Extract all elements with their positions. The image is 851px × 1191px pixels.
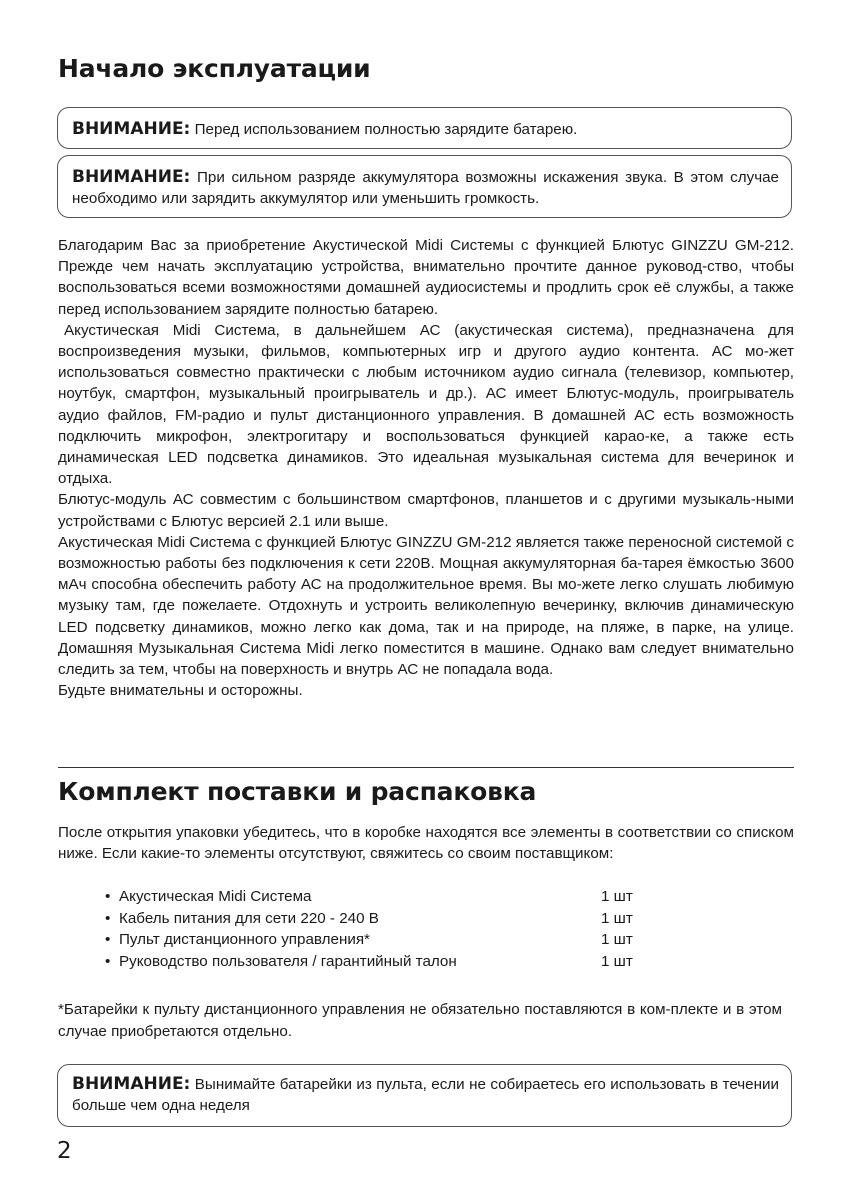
item-name: Акустическая Midi Система xyxy=(119,888,312,905)
warning-label: ВНИМАНИЕ: xyxy=(72,167,191,187)
warning-box-charge xyxy=(57,107,792,149)
paragraph: Блютус-модуль АС совместим с большинством смартфонов, планшетов и с другими музыкаль-ными устройствами с Блютус версией 2.1 или выше. xyxy=(58,491,794,530)
package-intro: После открытия упаковки убедитесь, что в коробке находятся все элементы в соответствии со списком ниже. Если какие-то элементы отсутствуют, свяжитесь со своим поставщиком: xyxy=(58,824,794,863)
item-name: Пульт дистанционного управления* xyxy=(119,931,370,948)
bullet-icon: • xyxy=(105,931,111,948)
warning-text: Вынимайте батарейки из пульта, если не собираетесь его использовать в течении больше чем одна неделя xyxy=(72,1076,779,1114)
section-title-package-contents: Комплект поставки и распаковка xyxy=(58,777,537,806)
item-qty: 1 шт xyxy=(601,952,633,970)
paragraph: Акустическая Midi Система, в дальнейшем АС (акустическая система), предназначена для воспроизведения музыки, фильмов, компьютерных игр и другого аудио контента. АС мо-жет использоваться совместно практически с любым источником аудио сигнала (телевизор, компьютер, ноутбук, смартфон, музыкальный проигрыватель и др.). АС имеет Блютус-модуль, проигрыватель аудио файлов, FM-радио и пульт дистанционного управления. В домашней АС есть возможность подключить микрофон, электрогитару и воспользоваться функцией карао-ке, а также есть динамическая LED подсветка динамиков. Это идеальная музыкальная система для вечеринок и отдыха. xyxy=(58,321,794,488)
warning-box-discharge xyxy=(57,155,792,218)
section-divider xyxy=(58,767,794,768)
list-item xyxy=(105,951,665,973)
list-item xyxy=(105,908,665,930)
bullet-icon: • xyxy=(105,952,111,970)
list-item xyxy=(105,886,665,908)
warning-text: При сильном разряде аккумулятора возможны искажения звука. В этом случае необходимо или зарядить аккумулятор или уменьшить громкость. xyxy=(72,169,779,207)
item-name: Кабель питания для сети 220 - 240 В xyxy=(119,909,379,927)
item-qty: 1 шт xyxy=(601,931,633,948)
footnote: *Батарейки к пульту дистанционного управления не обязательно поставляются в ком-плекте и в этом случае приобретаются отдельно. xyxy=(58,1001,782,1040)
warning-label: ВНИМАНИЕ: xyxy=(72,119,191,139)
warning-text: Перед использованием полностью зарядите батарею. xyxy=(190,121,578,138)
section-title-getting-started: Начало эксплуатации xyxy=(58,54,371,83)
page-number: 2 xyxy=(57,1138,72,1164)
bullet-icon: • xyxy=(105,909,111,927)
item-name: Руководство пользователя / гарантийный талон xyxy=(119,952,457,970)
item-qty: 1 шт xyxy=(601,888,633,905)
paragraph: Акустическая Midi Система с функцией Блютус GINZZU GM-212 является также переносной системой с возможностью работы без подключения к сети 220В. Мощная аккумуляторная ба-тарея ёмкостью 3600 мАч способна обеспечить работу АС на продолжительное время. Вы мо-жете легко слушать любимую музыку там, где пожелаете. Отдохнуть и устроить великолепную вечеринку, включив динамическую LED подсветку динамиков, можно легко как дома, так и на природе, на пляже, в парке, на улице. Домашняя Музыкальная Система Midi легко поместится в машине. Однако вам следует внимательно следить за тем, чтобы на поверхность и внутрь АС не попадала вода. xyxy=(58,533,794,679)
warning-box-batteries xyxy=(57,1064,792,1127)
warning-label: ВНИМАНИЕ: xyxy=(72,1074,191,1094)
paragraph: Будьте внимательны и осторожны. xyxy=(58,682,303,700)
paragraph: Благодарим Вас за приобретение Акустической Midi Системы с функцией Блютус GINZZU GM-212. Прежде чем начать эксплуатацию устройства, внимательно прочтите данное руковод-ство, чтобы воспользоваться всеми возможностями домашней аудиосистемы и продлить срок её службы, а также перед использованием зарядите полностью батарею. xyxy=(58,237,794,318)
bullet-icon: • xyxy=(105,888,111,905)
package-list xyxy=(105,886,665,972)
list-item xyxy=(105,929,665,951)
intro-text xyxy=(58,235,794,701)
item-qty: 1 шт xyxy=(601,909,633,927)
